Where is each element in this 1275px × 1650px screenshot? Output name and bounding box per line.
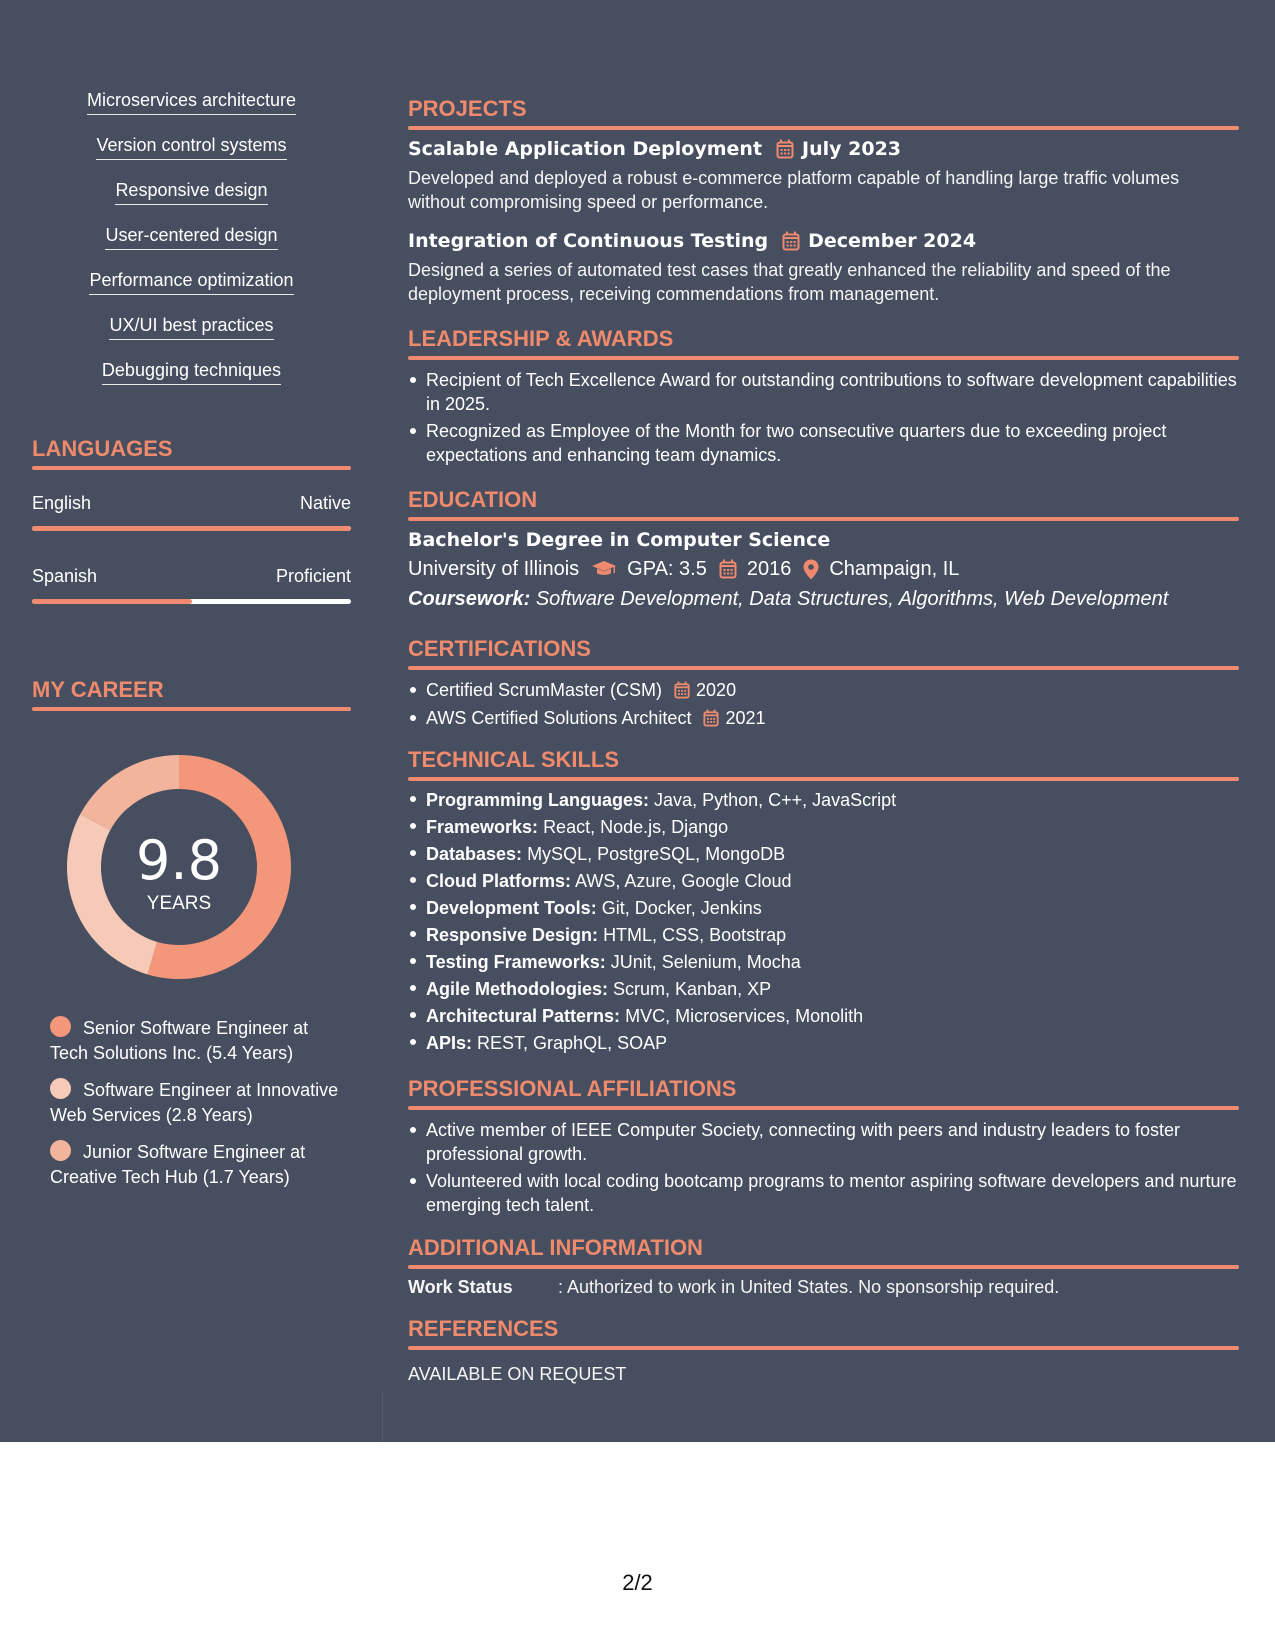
section-rule: [408, 1265, 1239, 1269]
project-item: [408, 228, 1239, 306]
section-rule: [408, 126, 1239, 130]
languages-title: LANGUAGES: [32, 436, 173, 461]
career-unit: YEARS: [146, 893, 212, 914]
technical-skills-list: [408, 787, 1239, 1057]
projects-section: [408, 96, 1239, 306]
project-description: Designed a series of automated test cases that greatly enhanced the reliability and speed of the deployment process, receiving commendations from management.: [408, 260, 1171, 304]
list-item: Cloud Platforms: AWS, Azure, Google Cloud: [408, 868, 1239, 895]
skill-item: Version control systems: [32, 133, 351, 178]
section-rule: [32, 466, 351, 470]
legend-item: Software Engineer at Innovative Web Services (2.8 Years): [50, 1080, 339, 1125]
skill-item: Performance optimization: [32, 268, 351, 313]
language-level-fill: [32, 599, 192, 604]
list-item: Recipient of Tech Excellence Award for outstanding contributions to software development capabilities in 2025.: [408, 368, 1239, 416]
certifications-title: CERTIFICATIONS: [408, 636, 591, 661]
coursework-value: Software Development, Data Structures, Algorithms, Web Development: [535, 588, 1169, 610]
legend-dot: [50, 1140, 71, 1161]
education-meta: [408, 555, 1239, 583]
project-name: Integration of Continuous Testing: [408, 230, 769, 252]
list-item: Volunteered with local coding bootcamp programs to mentor aspiring software developers and nurture emerging tech talent.: [408, 1169, 1239, 1217]
skill-item: Responsive design: [32, 178, 351, 223]
list-item: Databases: MySQL, PostgreSQL, MongoDB: [408, 841, 1239, 868]
work-status-row: [408, 1275, 1239, 1299]
career-donut-chart: [67, 755, 291, 979]
gpa: GPA: 3.5: [627, 558, 707, 580]
list-item: Development Tools: Git, Docker, Jenkins: [408, 895, 1239, 922]
project-name: Scalable Application Deployment: [408, 138, 763, 160]
section-rule: [408, 517, 1239, 521]
graduation-cap-icon: [591, 560, 617, 578]
section-rule: [408, 1106, 1239, 1110]
skill-item: User-centered design: [32, 223, 351, 268]
legend-item: Senior Software Engineer at Tech Solutions Inc. (5.4 Years): [50, 1018, 309, 1063]
work-status-label: Work Status: [408, 1277, 513, 1297]
education-title: EDUCATION: [408, 487, 538, 512]
certification-year: 2020: [696, 680, 737, 700]
technical-skills-section: [408, 747, 1239, 1057]
skill-item: Microservices architecture: [32, 88, 351, 133]
coursework-label: Coursework:: [408, 588, 531, 610]
section-rule: [408, 666, 1239, 670]
list-item: Programming Languages: Java, Python, C++, JavaScript: [408, 787, 1239, 814]
section-rule: [408, 1346, 1239, 1350]
section-rule: [408, 356, 1239, 360]
certification-year: 2021: [725, 708, 766, 728]
language-level-bar: [32, 526, 351, 531]
calendar-icon: [719, 559, 737, 579]
graduation-year: 2016: [746, 558, 792, 580]
leadership-section: [408, 326, 1239, 467]
list-item: Active member of IEEE Computer Society, connecting with peers and industry leaders to foster professional growth.: [408, 1118, 1239, 1166]
list-item: Responsive Design: HTML, CSS, Bootstrap: [408, 922, 1239, 949]
references-value: AVAILABLE ON REQUEST: [408, 1364, 627, 1384]
language-level-bar: [32, 599, 351, 604]
career-section: [32, 677, 351, 711]
calendar-icon: [703, 709, 719, 727]
list-item: [408, 678, 1239, 702]
language-spanish: [32, 565, 351, 604]
affiliations-list: [408, 1118, 1239, 1217]
project-description: Developed and deployed a robust e-commerce platform capable of handling large traffic volumes without compromising speed or performance.: [408, 168, 1180, 212]
calendar-icon: [782, 231, 800, 251]
language-english: [32, 492, 351, 531]
degree-title: Bachelor's Degree in Computer Science: [408, 529, 831, 551]
legend-dot: [50, 1016, 71, 1037]
projects-title: PROJECTS: [408, 96, 527, 121]
affiliations-title: PROFESSIONAL AFFILIATIONS: [408, 1076, 737, 1101]
calendar-icon: [674, 681, 690, 699]
language-name: Spanish: [32, 566, 98, 586]
section-rule: [32, 707, 351, 711]
certifications-list: [408, 678, 1239, 730]
languages-section: [32, 436, 351, 604]
skills-list: [32, 88, 351, 403]
references-title: REFERENCES: [408, 1316, 559, 1341]
list-item: APIs: REST, GraphQL, SOAP: [408, 1030, 1239, 1057]
list-item: Frameworks: React, Node.js, Django: [408, 814, 1239, 841]
additional-info-title: ADDITIONAL INFORMATION: [408, 1235, 703, 1260]
list-item: Agile Methodologies: Scrum, Kanban, XP: [408, 976, 1239, 1003]
list-item: Testing Frameworks: JUnit, Selenium, Mocha: [408, 949, 1239, 976]
references-section: [408, 1316, 1239, 1386]
certification-name: AWS Certified Solutions Architect: [426, 708, 692, 728]
skill-item: UX/UI best practices: [32, 313, 351, 358]
career-title: MY CAREER: [32, 677, 164, 702]
legend-item: Junior Software Engineer at Creative Tech Hub (1.7 Years): [50, 1142, 306, 1187]
career-legend: [50, 1016, 350, 1202]
language-name: English: [32, 493, 92, 513]
career-total: 9.8: [136, 829, 222, 892]
leadership-title: LEADERSHIP & AWARDS: [408, 326, 674, 351]
list-item: Recognized as Employee of the Month for two consecutive quarters due to exceeding project expectations and enhancing team dynamics.: [408, 419, 1239, 467]
certifications-section: [408, 636, 1239, 730]
column-divider: [382, 1392, 383, 1442]
donut-segment-3: [80, 755, 179, 830]
education-section: [408, 487, 1239, 613]
calendar-icon: [776, 139, 794, 159]
language-level: Proficient: [275, 566, 351, 586]
affiliations-section: [408, 1076, 1239, 1217]
project-date: December 2024: [808, 230, 977, 252]
school-name: University of Illinois: [408, 558, 580, 580]
project-date: July 2023: [802, 138, 902, 160]
school-location: Champaign, IL: [829, 558, 960, 580]
project-item: [408, 136, 1239, 214]
language-level-fill: [32, 526, 351, 531]
list-item: Architectural Patterns: MVC, Microservices, Monolith: [408, 1003, 1239, 1030]
coursework-line: [408, 585, 1239, 613]
legend-dot: [50, 1078, 71, 1099]
technical-skills-title: TECHNICAL SKILLS: [408, 747, 620, 772]
career-donut-svg: [67, 755, 291, 979]
work-status-value: : Authorized to work in United States. No sponsorship required.: [558, 1277, 1060, 1297]
skill-item: Debugging techniques: [32, 358, 351, 403]
certification-name: Certified ScrumMaster (CSM): [426, 680, 663, 700]
additional-info-section: [408, 1235, 1239, 1299]
list-item: [408, 706, 1239, 730]
page-number: 2/2: [622, 1570, 653, 1595]
section-rule: [408, 777, 1239, 781]
language-level: Native: [299, 493, 351, 513]
location-pin-icon: [803, 559, 819, 580]
leadership-list: [408, 368, 1239, 467]
